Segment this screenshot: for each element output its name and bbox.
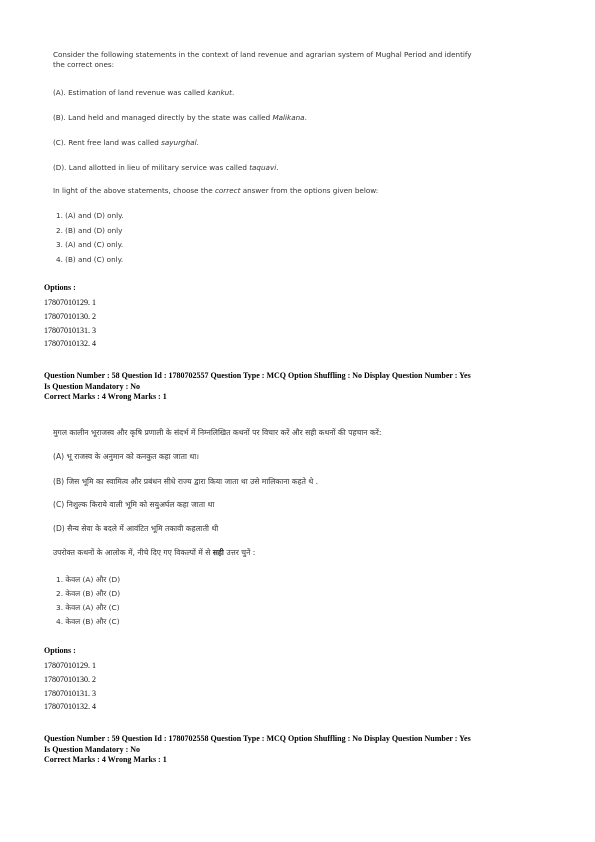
answer-choices-hindi [56, 573, 120, 629]
option-item: 17807010132. 4 [44, 702, 96, 712]
statement-c-term: sayurghal [161, 138, 197, 147]
answer-choice: 2. (B) and (D) only [56, 225, 123, 235]
answer-choices [56, 209, 124, 267]
statement-a-hindi: (A) भू राजस्व के अनुमान को कनकुत कहा जाता था। [53, 452, 200, 461]
options-label: Options : [44, 283, 76, 292]
instruction-emphasis: correct [214, 186, 241, 195]
question-meta-line: Question Number : 58 Question Id : 1780702557 Question Type : MCQ Option Shuffling : No Display Question Number : Yes [44, 371, 471, 380]
statement-d-hindi: (D) सैन्य सेवा के बदले में आवंटित भूमि तकावी कहलाती थी [53, 524, 219, 533]
statement-d: (D). Land allotted in lieu of military service was called taquavi. [53, 163, 279, 172]
question-meta-line: Correct Marks : 4 Wrong Marks : 1 [44, 755, 167, 764]
question-57-block [53, 50, 553, 70]
option-item: 17807010132. 4 [44, 339, 96, 349]
statement-b-term: Malikana [272, 113, 305, 122]
option-item: 17807010130. 2 [44, 674, 96, 684]
statement-c: (C). Rent free land was called sayurghal. [53, 138, 199, 147]
statement-b: (B). Land held and managed directly by the state was called Malikana. [53, 113, 307, 122]
statement-c-hindi: (C) निशुल्क किराये वाली भूमि को सयुअर्घल कहा जाता था [53, 500, 215, 509]
question-meta-line: Is Question Mandatory : No [44, 381, 141, 391]
statement-b-hindi: (B) जिस भूमि का स्वामित्व और प्रबंधन सीधे राज्य द्वारा किया जाता था उसे मालिकाना कहते थे . [53, 477, 319, 486]
option-item: 17807010129. 1 [44, 298, 96, 307]
question-59-meta [44, 734, 471, 766]
question-meta-line: Is Question Mandatory : No [44, 744, 141, 754]
question-58-meta [44, 371, 471, 403]
question-stem: Consider the following statements in the context of land revenue and agrarian system of Mughal Period and identify [53, 50, 472, 59]
answer-choice: 2. केवल (B) और (D) [56, 589, 121, 598]
instruction-emphasis: सही [212, 548, 224, 557]
options-label: Options : [44, 646, 76, 655]
option-item: 17807010131. 3 [44, 325, 96, 335]
option-item: 17807010131. 3 [44, 688, 96, 698]
option-item: 17807010129. 1 [44, 661, 96, 670]
options-list [44, 659, 96, 714]
statement-a: (A). Estimation of land revenue was called kankut. [53, 88, 235, 97]
question-58-stem: मुगल कालीन भूराजस्व और कृषि प्रणाली के संदर्भ में निम्नलिखित कथनों पर विचार करें और सही कथनों की पहचान करें: [53, 428, 382, 437]
question-meta-line: Correct Marks : 4 Wrong Marks : 1 [44, 392, 167, 401]
answer-choice: 1. (A) and (D) only. [56, 211, 124, 220]
options-list [44, 296, 96, 351]
answer-choice: 4. (B) and (C) only. [56, 254, 124, 264]
instruction-text-hindi: उपरोक्त कथनों के आलोक में, नीचे दिए गए विकल्पों में से सही उत्तर चुनें : [53, 548, 256, 557]
answer-choice: 4. केवल (B) और (C) [56, 617, 120, 626]
instruction-text: In light of the above statements, choose the correct answer from the options given below: [53, 186, 379, 195]
answer-choice: 1. केवल (A) और (D) [56, 575, 121, 584]
option-item: 17807010130. 2 [44, 311, 96, 321]
answer-choice: 3. केवल (A) और (C) [56, 603, 120, 612]
answer-choice: 3. (A) and (C) only. [56, 240, 124, 249]
statement-a-term: kankut [207, 88, 232, 97]
question-meta-line: Question Number : 59 Question Id : 1780702558 Question Type : MCQ Option Shuffling : No Display Question Number : Yes [44, 734, 471, 743]
question-stem-continued: the correct ones: [53, 60, 115, 69]
statement-d-term: taquavi [249, 163, 277, 172]
